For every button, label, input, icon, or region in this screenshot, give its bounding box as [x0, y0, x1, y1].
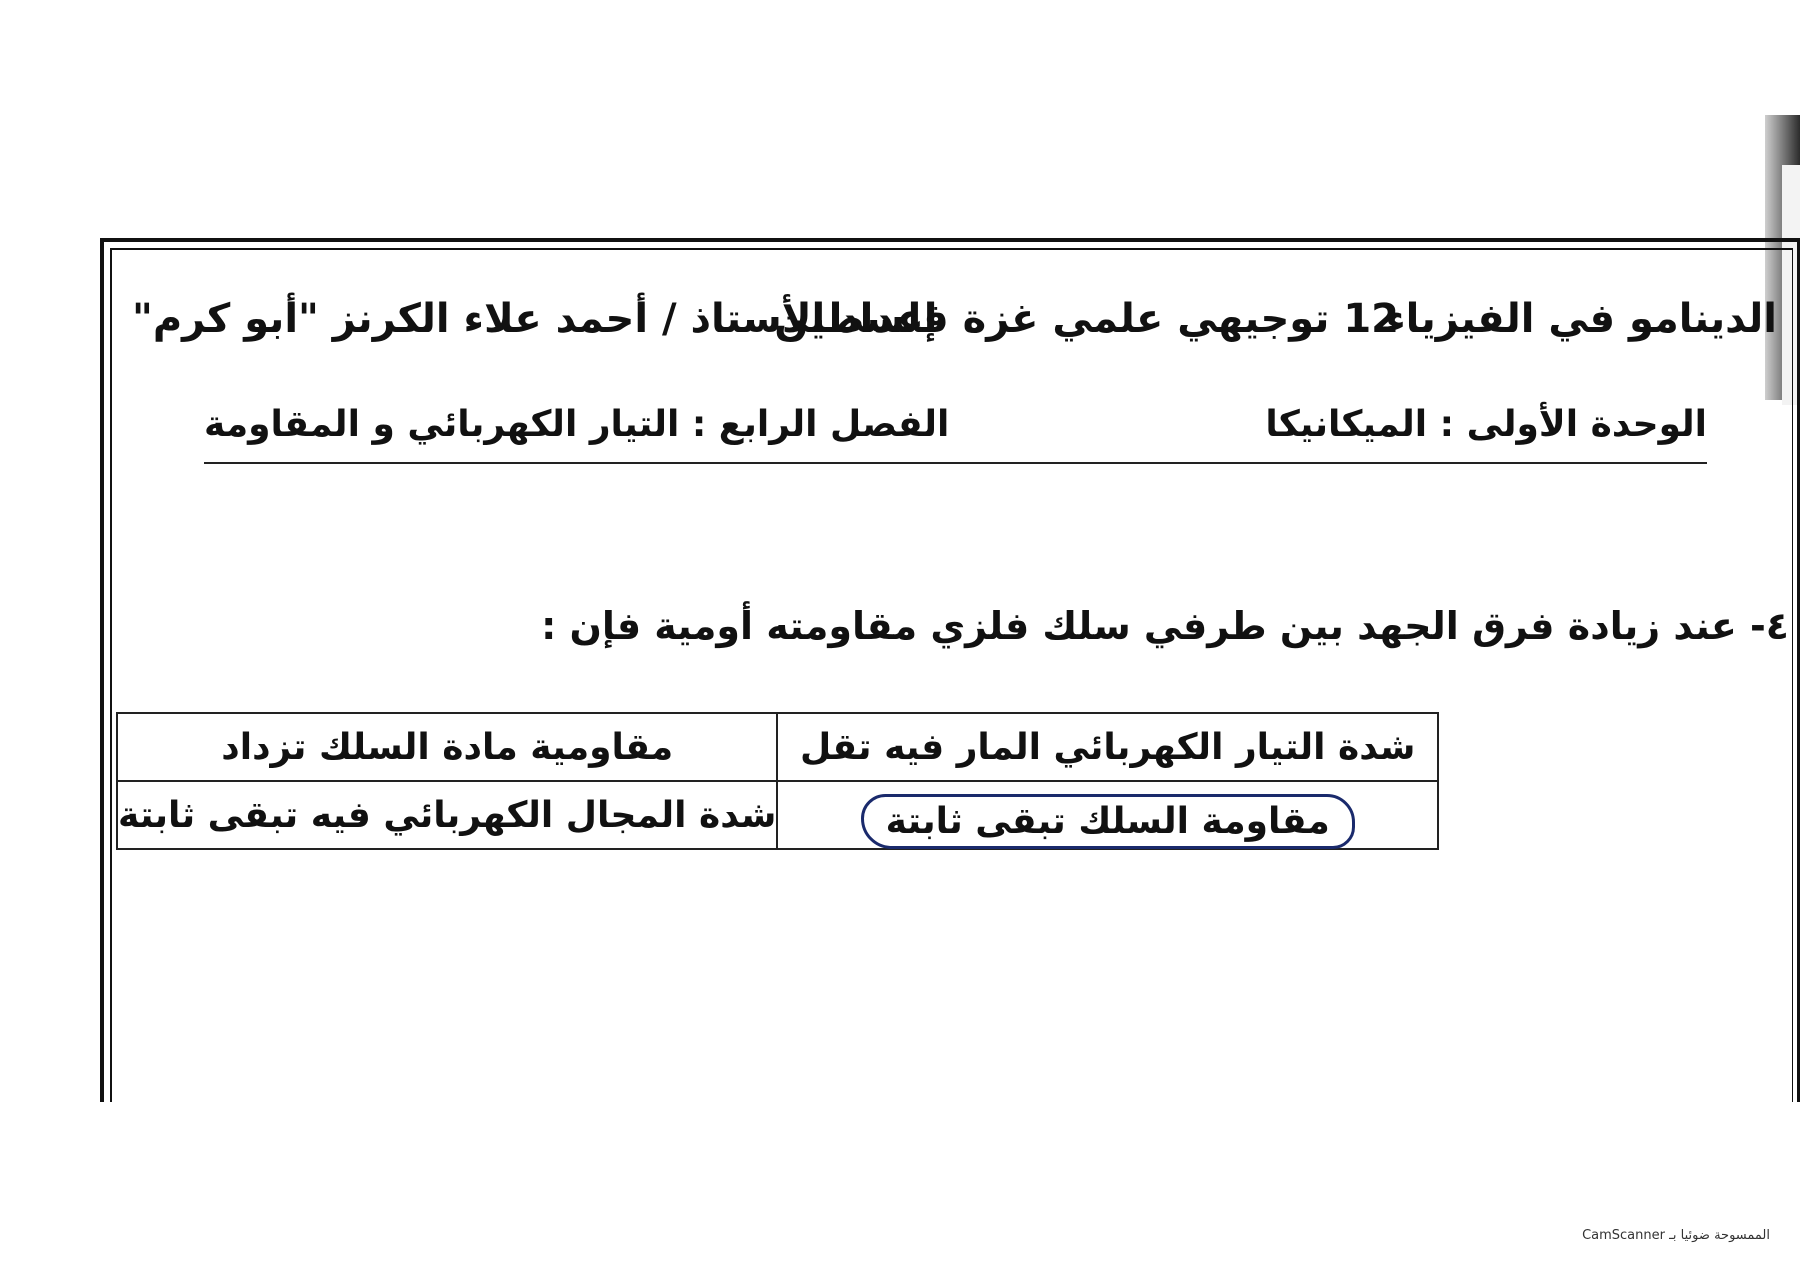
- worksheet-frame: [100, 238, 1800, 1102]
- worksheet-header: [132, 290, 1777, 350]
- option-resistivity-increases[interactable]: مقاومية مادة السلك تزداد: [117, 713, 777, 781]
- unit-title: الوحدة الأولى : الميكانيكا: [1265, 404, 1707, 445]
- option-resistance-constant[interactable]: مقاومة السلك تبقى ثابتة: [861, 794, 1355, 849]
- chapter-title: الفصل الرابع : التيار الكهربائي و المقاومة: [204, 404, 950, 445]
- header-subject: الدينامو في الفيزياء: [1385, 296, 1777, 342]
- options-row-1: [117, 713, 1438, 781]
- scanner-watermark: الممسوحة ضوئيا بـ CamScanner: [1582, 1228, 1770, 1243]
- header-author: إعداد الأستاذ / أحمد علاء الكرنز "أبو كرم": [132, 296, 938, 342]
- header-grade: 12 توجيهي علمي غزة فلسطين: [774, 296, 1399, 342]
- option-current-decreases[interactable]: شدة التيار الكهربائي المار فيه تقل: [777, 713, 1437, 781]
- answer-options-table: [116, 712, 1439, 850]
- question-text: ٤- عند زيادة فرق الجهد بين طرفي سلك فلزي مقاومته أومية فإن :: [541, 604, 1789, 648]
- option-resistance-constant-cell[interactable]: [777, 781, 1437, 849]
- option-field-constant[interactable]: شدة المجال الكهربائي فيه تبقى ثابتة: [117, 781, 777, 849]
- unit-chapter-row: [204, 402, 1707, 464]
- options-row-2: [117, 781, 1438, 849]
